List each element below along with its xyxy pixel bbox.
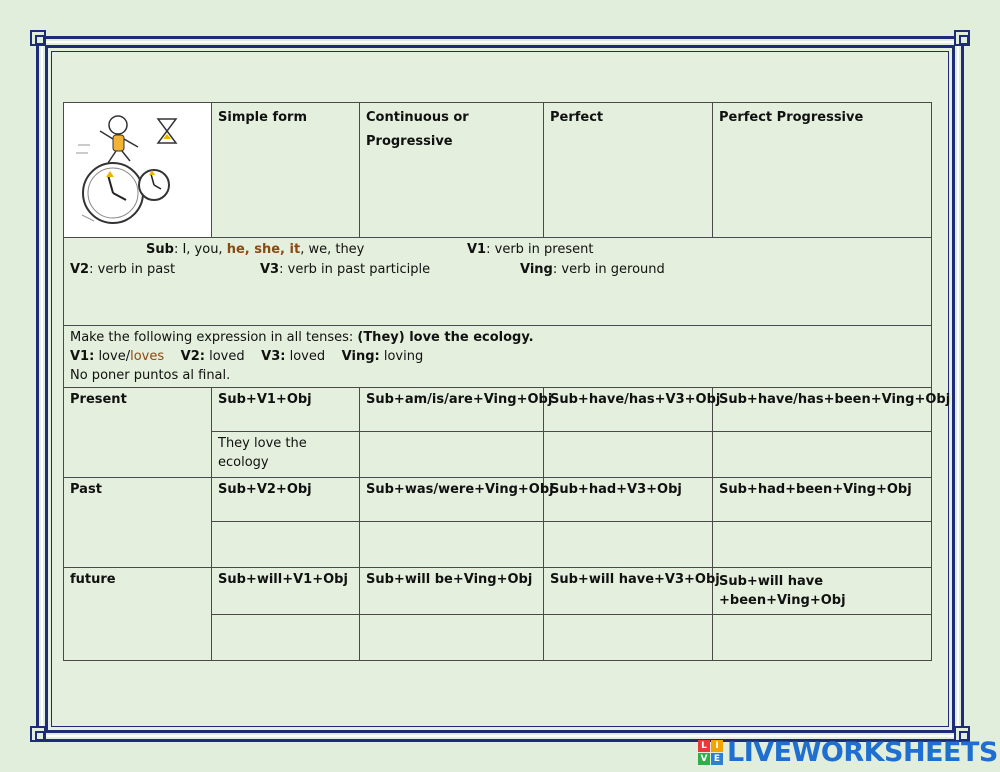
formula-cell: Sub+will have+V3+Obj	[544, 568, 713, 615]
instructions-cell	[64, 326, 932, 388]
legend-sub-highlight: he, she, it	[226, 242, 301, 257]
formula-cell: Sub+have/has+been+Ving+Obj	[713, 388, 932, 432]
header-perfect-progressive: Perfect Progressive	[713, 103, 932, 238]
logo-letter: E	[711, 753, 723, 765]
legend-v2-text: : verb in past	[89, 262, 176, 277]
tense-row-future	[64, 568, 932, 615]
legend-sub-label: Sub	[146, 242, 174, 257]
logo-letter: V	[698, 753, 710, 765]
legend-v2	[70, 260, 175, 280]
legend-ving-text: : verb in geround	[552, 262, 665, 277]
logo-letter: L	[698, 740, 710, 752]
header-row	[64, 103, 932, 238]
answer-field[interactable]	[713, 615, 932, 661]
legend-v2-label: V2	[70, 262, 90, 277]
legend-row	[64, 238, 932, 326]
instructions-line-2	[70, 347, 925, 366]
instr-v3-value: loved	[285, 349, 326, 364]
frame-corner-ornament	[30, 30, 46, 46]
answer-field[interactable]	[544, 432, 713, 478]
formula-cell: Sub+had+been+Ving+Obj	[713, 478, 932, 522]
tense-row-past	[64, 478, 932, 522]
header-perfect: Perfect	[544, 103, 713, 238]
legend-ving-label: Ving	[520, 262, 553, 277]
legend-v1	[467, 240, 593, 260]
answer-field[interactable]	[360, 522, 544, 568]
tense-row-present	[64, 388, 932, 432]
legend-sub-text-end: , we, they	[300, 242, 365, 257]
legend-line-2	[70, 260, 925, 280]
clock-illustration-cell	[64, 103, 212, 238]
header-simple-form: Simple form	[212, 103, 360, 238]
legend-line-1	[70, 240, 925, 260]
instr-v1-label: V1:	[70, 349, 95, 364]
formula-cell: Sub+V1+Obj	[212, 388, 360, 432]
answer-field[interactable]	[713, 432, 932, 478]
header-continuous	[360, 103, 544, 238]
frame-corner-ornament	[954, 30, 970, 46]
answer-field[interactable]	[360, 615, 544, 661]
legend-sub	[146, 240, 364, 260]
answer-field[interactable]	[360, 432, 544, 478]
answer-field[interactable]	[212, 615, 360, 661]
legend-v3-label: V3	[260, 262, 280, 277]
instr-ving-label: Ving:	[341, 349, 380, 364]
legend-v1-label: V1	[467, 242, 487, 257]
instr-v2-label: V2:	[180, 349, 205, 364]
legend-v1-text: : verb in present	[486, 242, 594, 257]
instructions-row	[64, 326, 932, 388]
instr-v1-value: love/	[94, 349, 131, 364]
instructions-line-1	[70, 328, 925, 347]
formula-cell: Sub+am/is/are+Ving+Obj	[360, 388, 544, 432]
instr-ving-value: loving	[379, 349, 424, 364]
formula-cell: Sub+will+V1+Obj	[212, 568, 360, 615]
liveworksheets-logo[interactable]	[698, 738, 998, 766]
instr-v2-value: loved	[204, 349, 245, 364]
answer-field[interactable]	[212, 522, 360, 568]
instructions-expression: (They) love the ecology.	[357, 330, 534, 345]
answer-field[interactable]	[544, 615, 713, 661]
logo-grid-icon	[698, 740, 723, 765]
formula-cell: Sub+will be+Ving+Obj	[360, 568, 544, 615]
logo-letter: I	[711, 740, 723, 752]
formula-cell: Sub+was/were+Ving+Obj	[360, 478, 544, 522]
running-clock-icon	[68, 105, 206, 231]
formula-cell: Sub+V2+Obj	[212, 478, 360, 522]
legend-ving	[520, 260, 665, 280]
answer-field[interactable]	[544, 522, 713, 568]
instr-v1-value-alt: loves	[130, 349, 165, 364]
header-continuous-line2: Progressive	[366, 134, 453, 149]
row-label-future: future	[64, 568, 212, 661]
answer-field[interactable]: They love the ecology	[212, 432, 360, 478]
formula-cell: Sub+will have +been+Ving+Obj	[713, 568, 932, 615]
frame-corner-ornament	[30, 726, 46, 742]
logo-wordmark: LIVEWORKSHEETS	[727, 736, 998, 768]
instr-v3-label: V3:	[261, 349, 286, 364]
legend-v3	[260, 260, 430, 280]
instructions-text: Make the following expression in all tenses:	[70, 330, 358, 345]
formula-cell: Sub+have/has+V3+Obj	[544, 388, 713, 432]
instructions-line-3: No poner puntos al final.	[70, 368, 231, 383]
legend-sub-text: : I, you,	[173, 242, 227, 257]
legend-v3-text: : verb in past participle	[279, 262, 431, 277]
row-label-past: Past	[64, 478, 212, 568]
row-label-present: Present	[64, 388, 212, 478]
formula-cell: Sub+had+V3+Obj	[544, 478, 713, 522]
legend-cell	[64, 238, 932, 326]
tenses-worksheet-table	[63, 102, 951, 661]
answer-field[interactable]	[713, 522, 932, 568]
header-continuous-line1: Continuous or	[366, 110, 469, 125]
